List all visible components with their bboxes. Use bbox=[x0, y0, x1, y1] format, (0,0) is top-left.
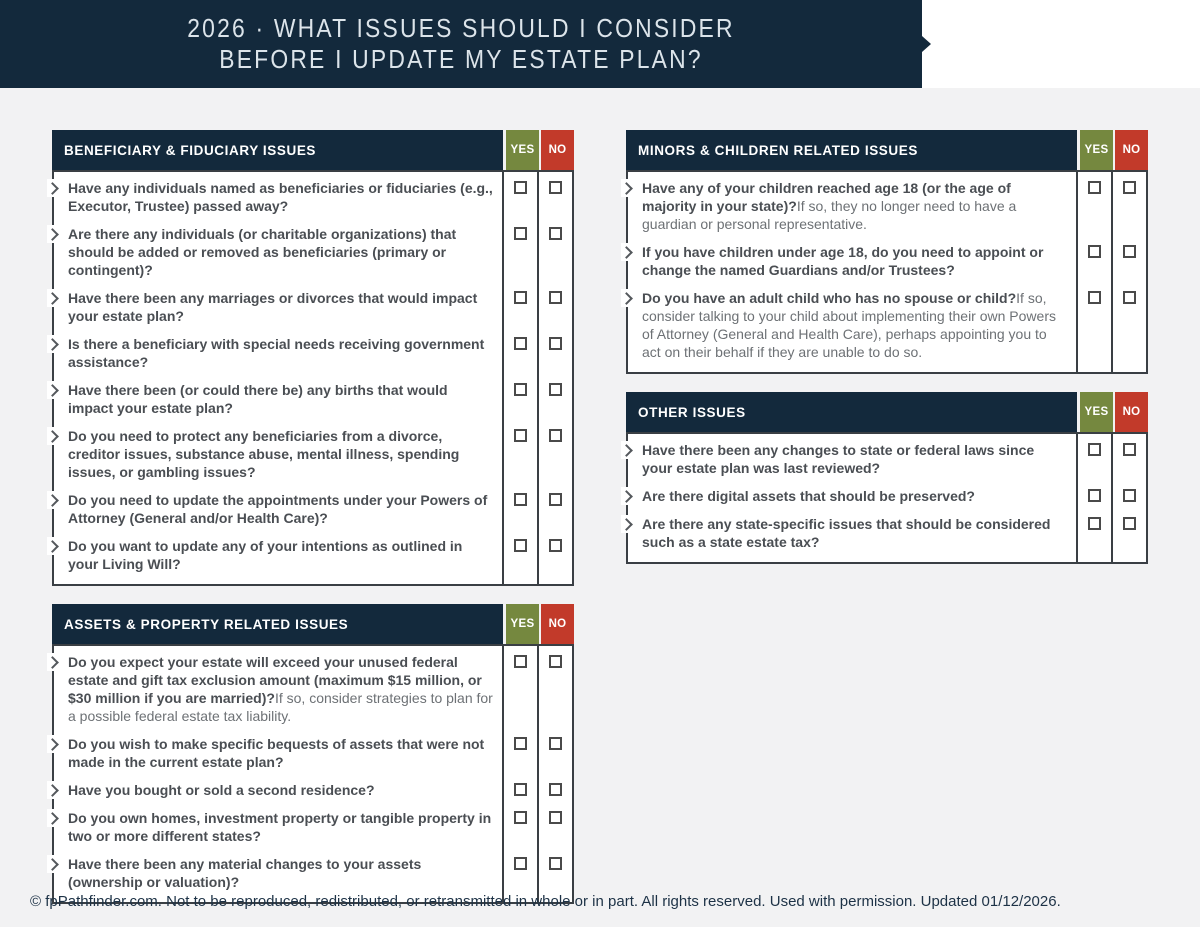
question-bold-text: Do you want to update any of your intentions as outlined in your Living Will? bbox=[68, 538, 463, 572]
question-text bbox=[628, 172, 1076, 238]
section-beneficiary-fiduciary-issues bbox=[52, 130, 574, 586]
no-cell bbox=[537, 376, 572, 422]
section-header bbox=[626, 130, 1148, 170]
section-title: BENEFICIARY & FIDUCIARY ISSUES bbox=[52, 130, 503, 170]
yes-checkbox[interactable] bbox=[514, 539, 527, 552]
question-note-text: If so, consider strategies to plan for a possible federal estate tax liability. bbox=[68, 690, 493, 724]
question-bold-text: Have any individuals named as beneficiaries or fiduciaries (e.g., Executor, Trustee) passed away? bbox=[68, 180, 493, 214]
yes-cell bbox=[502, 330, 537, 376]
question-text bbox=[628, 284, 1076, 372]
section-minors-children-issues bbox=[626, 130, 1148, 374]
right-column bbox=[626, 130, 1148, 582]
yes-cell bbox=[502, 804, 537, 850]
yes-checkbox[interactable] bbox=[514, 493, 527, 506]
question-bold-text: Have there been any changes to state or federal laws since your estate plan was last reviewed? bbox=[642, 442, 1035, 476]
question-bold-text: Are there any individuals (or charitable organizations) that should be added or removed as beneficiaries (primary or contingent)? bbox=[68, 226, 457, 278]
question-row bbox=[54, 646, 572, 730]
question-text bbox=[54, 220, 502, 284]
no-cell bbox=[1111, 434, 1146, 482]
yes-checkbox[interactable] bbox=[514, 181, 527, 194]
row-chevron-icon bbox=[621, 243, 633, 261]
question-text bbox=[628, 434, 1076, 482]
question-row bbox=[54, 330, 572, 376]
no-checkbox[interactable] bbox=[1123, 489, 1136, 502]
yes-cell bbox=[502, 646, 537, 730]
yes-cell bbox=[502, 532, 537, 584]
question-bold-text: Are there any state-specific issues that should be considered such as a state estate tax? bbox=[642, 516, 1051, 550]
no-checkbox[interactable] bbox=[1123, 291, 1136, 304]
yes-header-cell: YES bbox=[506, 130, 539, 170]
yes-cell bbox=[502, 422, 537, 486]
no-cell bbox=[537, 422, 572, 486]
no-checkbox[interactable] bbox=[549, 383, 562, 396]
yes-checkbox[interactable] bbox=[514, 429, 527, 442]
row-chevron-icon bbox=[47, 809, 59, 827]
no-header-cell: NO bbox=[1115, 130, 1148, 170]
yes-cell bbox=[1076, 284, 1111, 372]
row-chevron-icon bbox=[47, 537, 59, 555]
no-cell bbox=[537, 172, 572, 220]
no-checkbox[interactable] bbox=[1123, 245, 1136, 258]
page-title-line-1: 2026 · WHAT ISSUES SHOULD I CONSIDER bbox=[187, 13, 735, 43]
no-header-cell: NO bbox=[1115, 392, 1148, 432]
question-row bbox=[54, 730, 572, 776]
no-checkbox[interactable] bbox=[549, 337, 562, 350]
no-checkbox[interactable] bbox=[1123, 443, 1136, 456]
yes-checkbox[interactable] bbox=[514, 811, 527, 824]
question-text bbox=[54, 376, 502, 422]
yes-cell bbox=[1076, 510, 1111, 562]
section-title: OTHER ISSUES bbox=[626, 392, 1077, 432]
yes-checkbox[interactable] bbox=[514, 857, 527, 870]
section-body bbox=[626, 170, 1148, 374]
question-text bbox=[54, 730, 502, 776]
no-cell bbox=[1111, 510, 1146, 562]
page-title-line-2: BEFORE I UPDATE MY ESTATE PLAN? bbox=[219, 44, 703, 74]
question-text bbox=[628, 238, 1076, 284]
question-row bbox=[54, 804, 572, 850]
question-row bbox=[54, 376, 572, 422]
question-row bbox=[54, 486, 572, 532]
no-checkbox[interactable] bbox=[549, 291, 562, 304]
question-row bbox=[628, 172, 1146, 238]
yes-checkbox[interactable] bbox=[514, 383, 527, 396]
question-bold-text: Do you own homes, investment property or tangible property in two or more different states? bbox=[68, 810, 492, 844]
question-bold-text: Do you wish to make specific bequests of assets that were not made in the current estate plan? bbox=[68, 736, 485, 770]
yes-checkbox[interactable] bbox=[514, 783, 527, 796]
row-chevron-icon bbox=[47, 491, 59, 509]
no-checkbox[interactable] bbox=[1123, 517, 1136, 530]
question-bold-text: If you have children under age 18, do you need to appoint or change the named Guardians and/or Trustees? bbox=[642, 244, 1044, 278]
footer-copyright-text: © fpPathfinder.com. Not to be reproduced, redistributed, or retransmitted in whole or in part. All rights reserved. Used with permission. Updated 01/12/2026. bbox=[30, 893, 1061, 910]
no-checkbox[interactable] bbox=[549, 811, 562, 824]
question-text bbox=[54, 284, 502, 330]
row-chevron-icon bbox=[47, 335, 59, 353]
question-text bbox=[54, 486, 502, 532]
row-chevron-icon bbox=[47, 427, 59, 445]
section-header bbox=[626, 392, 1148, 432]
question-row bbox=[54, 422, 572, 486]
question-row bbox=[54, 172, 572, 220]
no-checkbox[interactable] bbox=[549, 181, 562, 194]
question-row bbox=[54, 532, 572, 584]
yes-cell bbox=[1076, 172, 1111, 238]
question-bold-text: Do you have an adult child who has no spouse or child? bbox=[642, 290, 1017, 306]
no-checkbox[interactable] bbox=[549, 539, 562, 552]
yes-cell bbox=[502, 486, 537, 532]
question-row bbox=[628, 482, 1146, 510]
question-text bbox=[54, 532, 502, 584]
question-row bbox=[54, 220, 572, 284]
yes-checkbox[interactable] bbox=[1088, 181, 1101, 194]
top-strip bbox=[0, 0, 1200, 88]
question-text bbox=[54, 422, 502, 486]
question-row bbox=[628, 434, 1146, 482]
row-chevron-icon bbox=[47, 225, 59, 243]
no-checkbox[interactable] bbox=[549, 655, 562, 668]
no-cell bbox=[537, 776, 572, 804]
question-bold-text: Have there been any marriages or divorces that would impact your estate plan? bbox=[68, 290, 478, 324]
question-row bbox=[54, 776, 572, 804]
no-checkbox[interactable] bbox=[549, 227, 562, 240]
yes-checkbox[interactable] bbox=[1088, 291, 1101, 304]
yes-checkbox[interactable] bbox=[514, 227, 527, 240]
question-row bbox=[628, 284, 1146, 372]
yes-cell bbox=[502, 220, 537, 284]
question-bold-text: Have there been any material changes to your assets (ownership or valuation)? bbox=[68, 856, 422, 890]
section-title: MINORS & CHILDREN RELATED ISSUES bbox=[626, 130, 1077, 170]
section-body bbox=[52, 644, 574, 904]
section-header bbox=[52, 130, 574, 170]
question-text bbox=[54, 172, 502, 220]
no-cell bbox=[537, 330, 572, 376]
yes-checkbox[interactable] bbox=[1088, 517, 1101, 530]
question-text bbox=[54, 776, 502, 804]
no-cell bbox=[537, 730, 572, 776]
no-checkbox[interactable] bbox=[549, 429, 562, 442]
yes-cell bbox=[1076, 434, 1111, 482]
no-cell bbox=[537, 220, 572, 284]
no-cell bbox=[1111, 284, 1146, 372]
row-chevron-icon bbox=[47, 381, 59, 399]
row-chevron-icon bbox=[47, 855, 59, 873]
row-chevron-icon bbox=[47, 653, 59, 671]
no-checkbox[interactable] bbox=[549, 783, 562, 796]
row-chevron-icon bbox=[47, 735, 59, 753]
question-note-text: If so, consider talking to your child about implementing their own Powers of Attorney (General and Health Care), perhaps appointing you to act on their behalf if they are unable to do so. bbox=[642, 290, 1056, 360]
question-bold-text: Do you need to protect any beneficiaries from a divorce, creditor issues, substance abuse, mental illness, spending issues, or gambling issues? bbox=[68, 428, 460, 480]
no-cell bbox=[537, 646, 572, 730]
no-header-cell: NO bbox=[541, 130, 574, 170]
question-bold-text: Do you need to update the appointments under your Powers of Attorney (General and/or Health Care)? bbox=[68, 492, 488, 526]
question-row bbox=[54, 284, 572, 330]
yes-checkbox[interactable] bbox=[1088, 489, 1101, 502]
yes-checkbox[interactable] bbox=[1088, 443, 1101, 456]
no-checkbox[interactable] bbox=[549, 857, 562, 870]
yes-cell bbox=[502, 376, 537, 422]
yes-checkbox[interactable] bbox=[514, 291, 527, 304]
row-chevron-icon bbox=[621, 515, 633, 533]
content-columns bbox=[0, 88, 1200, 922]
banner-arrow-icon bbox=[922, 36, 931, 52]
no-cell bbox=[537, 284, 572, 330]
yes-checkbox[interactable] bbox=[514, 337, 527, 350]
section-title: ASSETS & PROPERTY RELATED ISSUES bbox=[52, 604, 503, 644]
no-cell bbox=[1111, 482, 1146, 510]
yes-header-cell: YES bbox=[1080, 392, 1113, 432]
yes-checkbox[interactable] bbox=[514, 655, 527, 668]
yes-cell bbox=[1076, 238, 1111, 284]
question-text bbox=[54, 646, 502, 730]
no-checkbox[interactable] bbox=[1123, 181, 1136, 194]
yes-header-cell: YES bbox=[1080, 130, 1113, 170]
section-assets-property-issues bbox=[52, 604, 574, 904]
yes-cell bbox=[502, 172, 537, 220]
question-row bbox=[628, 238, 1146, 284]
title-banner bbox=[0, 0, 922, 88]
row-chevron-icon bbox=[621, 441, 633, 459]
yes-cell bbox=[502, 776, 537, 804]
question-bold-text: Is there a beneficiary with special needs receiving government assistance? bbox=[68, 336, 485, 370]
left-column bbox=[52, 130, 574, 922]
yes-header-cell: YES bbox=[506, 604, 539, 644]
question-bold-text: Have you bought or sold a second residence? bbox=[68, 782, 375, 798]
question-bold-text: Have there been (or could there be) any births that would impact your estate plan? bbox=[68, 382, 448, 416]
no-cell bbox=[1111, 172, 1146, 238]
question-text bbox=[54, 804, 502, 850]
row-chevron-icon bbox=[621, 289, 633, 307]
no-cell bbox=[1111, 238, 1146, 284]
question-note-text: If so, they no longer need to have a guardian or personal representative. bbox=[642, 198, 1017, 232]
row-chevron-icon bbox=[621, 487, 633, 505]
row-chevron-icon bbox=[47, 179, 59, 197]
no-cell bbox=[537, 532, 572, 584]
question-bold-text: Have any of your children reached age 18 (or the age of majority in your state)? bbox=[642, 180, 1011, 214]
question-text bbox=[628, 510, 1076, 562]
yes-cell bbox=[502, 284, 537, 330]
row-chevron-icon bbox=[621, 179, 633, 197]
yes-checkbox[interactable] bbox=[1088, 245, 1101, 258]
no-header-cell: NO bbox=[541, 604, 574, 644]
section-other-issues bbox=[626, 392, 1148, 564]
yes-cell bbox=[1076, 482, 1111, 510]
question-bold-text: Are there digital assets that should be preserved? bbox=[642, 488, 975, 504]
section-body bbox=[52, 170, 574, 586]
section-header bbox=[52, 604, 574, 644]
section-body bbox=[626, 432, 1148, 564]
no-checkbox[interactable] bbox=[549, 493, 562, 506]
no-checkbox[interactable] bbox=[549, 737, 562, 750]
question-text bbox=[628, 482, 1076, 510]
yes-checkbox[interactable] bbox=[514, 737, 527, 750]
row-chevron-icon bbox=[47, 289, 59, 307]
no-cell bbox=[537, 804, 572, 850]
question-row bbox=[628, 510, 1146, 562]
yes-cell bbox=[502, 730, 537, 776]
question-bold-text: Do you expect your estate will exceed your unused federal estate and gift tax exclusion amount (maximum $15 million, or $30 million if you are married)? bbox=[68, 654, 482, 706]
no-cell bbox=[537, 486, 572, 532]
question-text bbox=[54, 330, 502, 376]
row-chevron-icon bbox=[47, 781, 59, 799]
